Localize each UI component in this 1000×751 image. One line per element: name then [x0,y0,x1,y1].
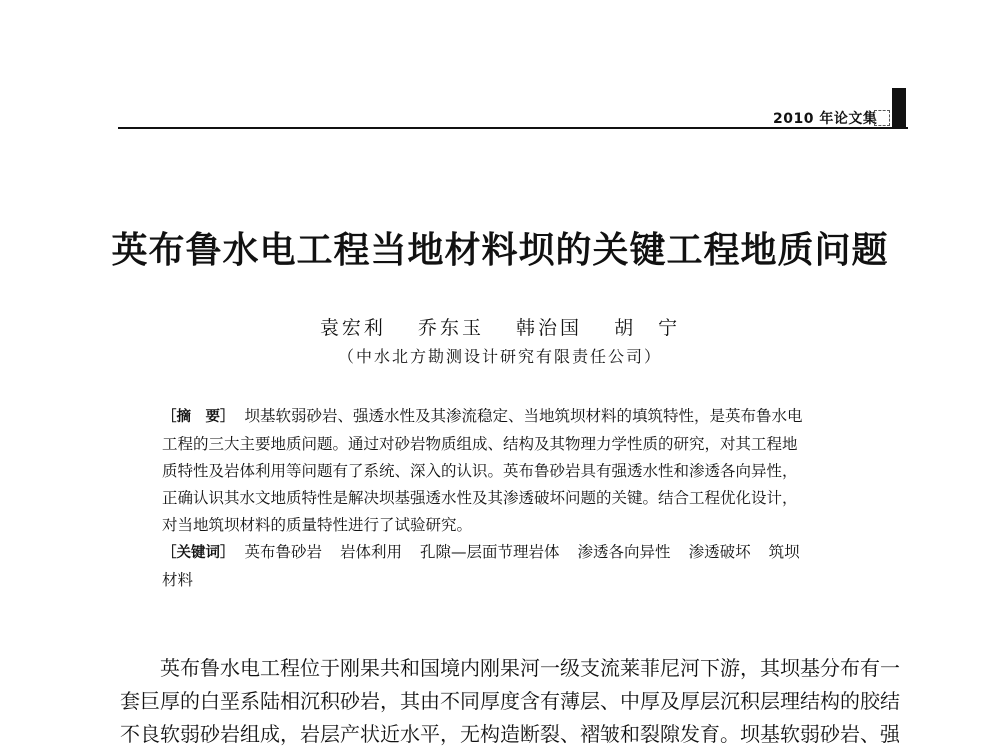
running-header: 2010 年论文集 [773,111,878,127]
abstract-line: 对当地筑坝材料的质量特性进行了试验研究。 [162,516,473,534]
abstract-line: 正确认识其水文地质特性是解决坝基强透水性及其渗透破坏问题的关键。结合工程优化设计， [162,489,798,507]
keywords-line [162,539,872,567]
author-name: 乔东玉 [417,317,484,339]
author-name: 胡 宁 [614,317,681,339]
keyword: 筑坝 [768,543,800,561]
keyword: 英布鲁砂岩 [244,543,323,561]
keyword: 岩体利用 [340,543,403,561]
header-mark [874,110,890,126]
body-paragraph [120,652,910,751]
body-line: 英布鲁水电工程位于刚果共和国境内刚果河一级支流莱菲尼河下游，其坝基分布有一 [160,656,900,680]
page-edge-block [892,88,906,128]
keyword: 渗透各向异性 [577,543,671,561]
keywords-wrap: 材料 [162,571,194,589]
abstract-line [162,403,872,431]
article-title: 英布鲁水电工程当地材料坝的关键工程地质问题 [111,229,889,271]
author-list [0,313,1000,340]
abstract-label: ［摘 要］ [162,409,235,425]
keywords-label: ［关键词］ [162,545,235,561]
abstract-line: 质特性及岩体利用等问题有了系统、深入的认识。英布鲁砂岩具有强透水性和渗透各向异性， [162,462,798,480]
body-line: 不良软弱砂岩组成，岩层产状近水平，无构造断裂、褶皱和裂隙发育。坝基软弱砂岩、强 [120,722,900,746]
affiliation: （中水北方勘测设计研究有限责任公司） [337,347,662,366]
author-name: 韩治国 [516,317,583,339]
abstract-text: 坝基软弱砂岩、强透水性及其渗流稳定、当地筑坝材料的填筑特性，是英布鲁水电 [244,407,803,425]
author-name: 袁宏利 [319,317,386,339]
keyword: 孔隙—层面节理岩体 [420,543,560,561]
keyword: 渗透破坏 [688,543,751,561]
body-line: 套巨厚的白垩系陆相沉积砂岩，其由不同厚度含有薄层、中厚及厚层沉积层理结构的胶结 [120,689,900,713]
abstract-line: 工程的三大主要地质问题。通过对砂岩物质组成、结构及其物理力学性质的研究，对其工程地 [162,435,798,453]
abstract-block [162,403,872,594]
